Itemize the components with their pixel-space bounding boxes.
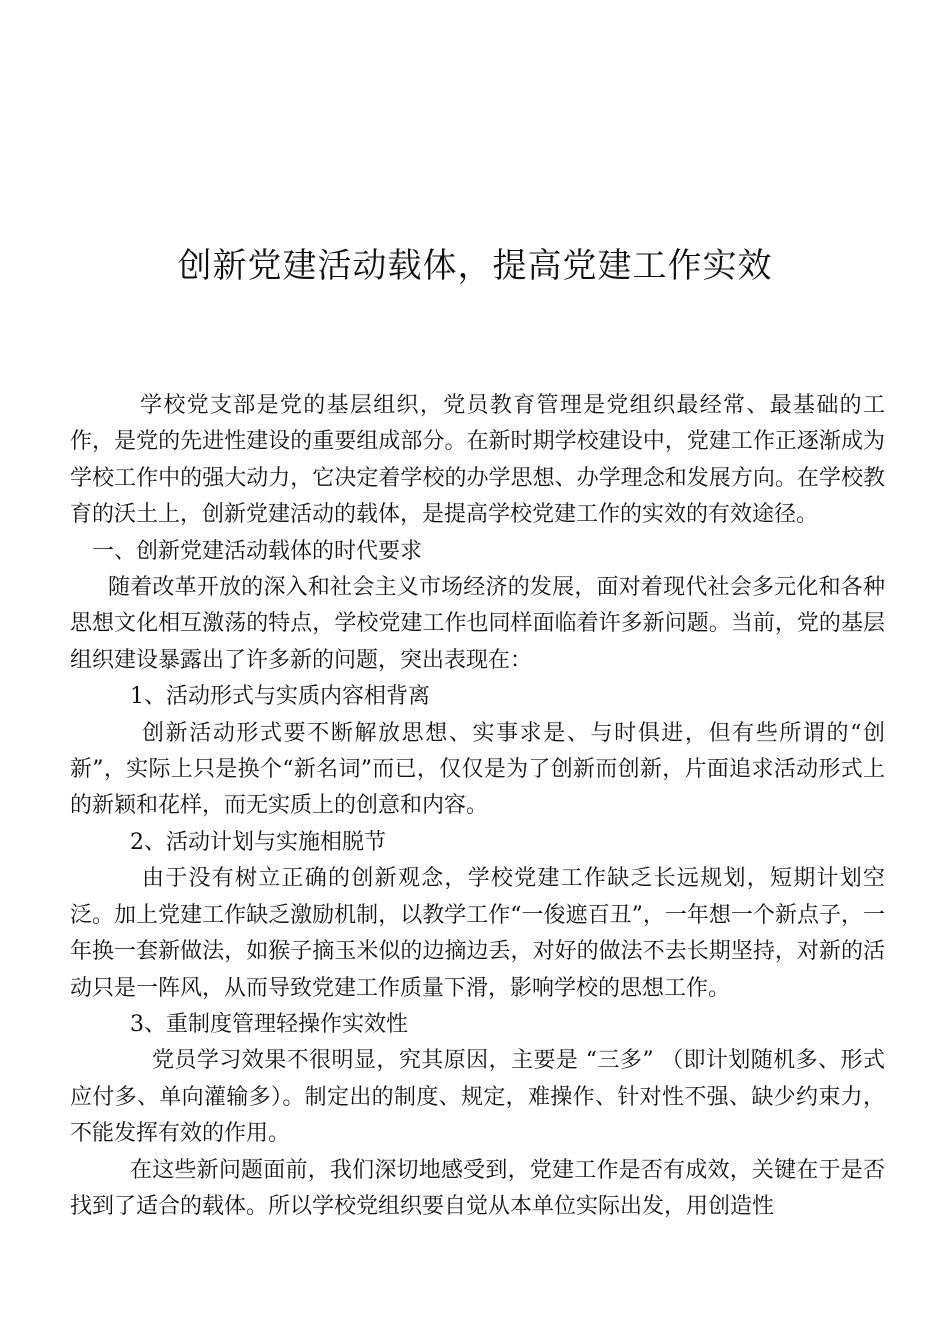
subsection-paragraph-1: 创新活动形式要不断解放思想、实事求是、与时俱进，但有些所谓的“创新”，实际上只是换个“新名词”而已，仅仅是为了创新而创新，片面追求活动形式上的新颖和花样，而无实质上的创意和内容。 (70, 720, 885, 819)
subsection-heading-3: 3、重制度管理轻操作实效性 (130, 1011, 408, 1037)
subsection-heading-2: 2、活动计划与实施相脱节 (130, 829, 386, 855)
subsection-paragraph-3: 党员学习效果不很明显，究其原因，主要是 “三多” （即计划随机多、形式应付多、单向灌输多）。制定出的制度、规定，难操作、针对性不强、缺少约束力，不能发挥有效的作用。 (70, 1048, 885, 1147)
section-paragraph: 随着改革开放的深入和社会主义市场经济的发展，面对着现代社会多元化和各种思想文化相互激荡的特点，学校党建工作也同样面临着许多新问题。当前，党的基层组织建设暴露出了许多新的问题，突出表现在： (70, 575, 885, 673)
intro-paragraph: 学校党支部是党的基层组织，党员教育管理是党组织最经常、最基础的工作，是党的先进性建设的重要组成部分。在新时期学校建设中，党建工作正逐渐成为学校工作中的强大动力，它决定着学校的办学思想、办学理念和发展方向。在学校教育的沃土上，创新党建活动的载体，是提高学校党建工作的实效的有效途径。 (70, 393, 885, 528)
subsection-paragraph-2: 由于没有树立正确的创新观念，学校党建工作缺乏长远规划，短期计划空泛。加上党建工作缺乏激励机制，以教学工作“一俊遮百丑”，一年想一个新点子，一年换一套新做法，如猴子摘玉米似的边摘边丢，对好的做法不去长期坚持，对新的活动只是一阵风，从而导致党建工作质量下滑，影响学校的思想工作。 (70, 866, 885, 1001)
document-title: 创新党建活动载体，提高党建工作实效 (177, 246, 773, 286)
subsection-heading-1: 1、活动形式与实质内容相背离 (130, 684, 430, 710)
document-body (70, 388, 885, 1225)
closing-paragraph: 在这些新问题面前，我们深切地感受到，党建工作是否有成效，关键在于是否找到了适合的载体。所以学校党组织要自觉从本单位实际出发，用创造性 (70, 1157, 885, 1219)
section-heading-1: 一、创新党建活动载体的时代要求 (92, 538, 423, 564)
